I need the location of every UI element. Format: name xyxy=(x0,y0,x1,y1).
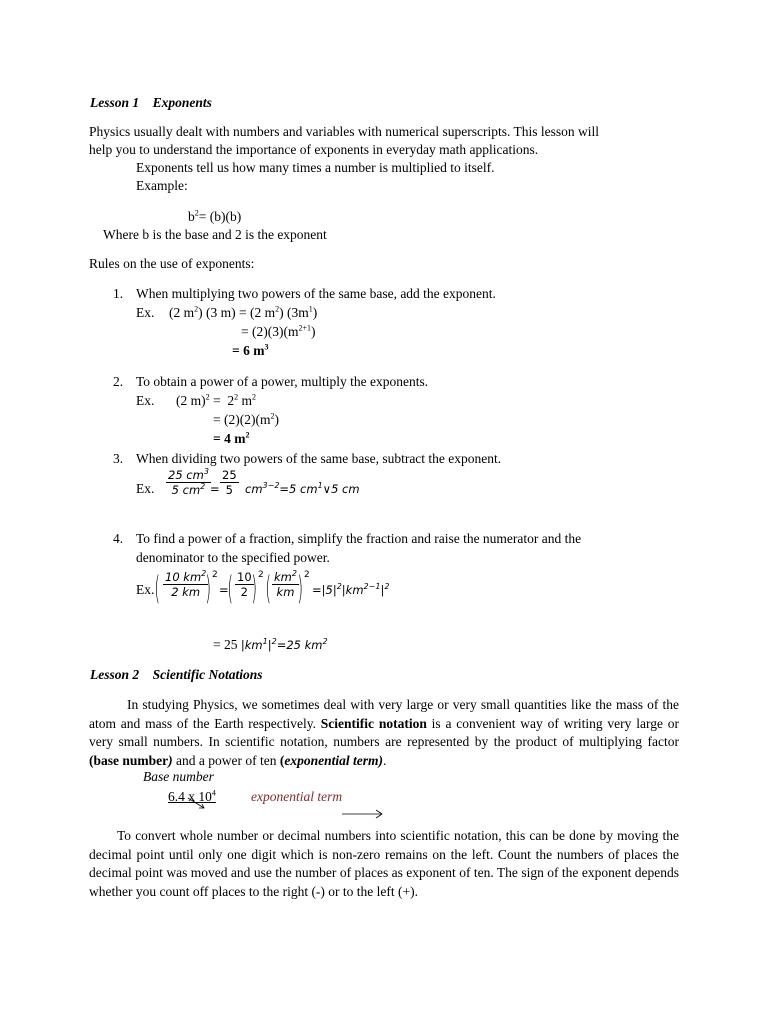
example-label: Example: xyxy=(136,178,188,193)
rule-4-power-3: 2 xyxy=(304,570,310,580)
rule-4-power-1: 2 xyxy=(212,570,218,580)
rule-2-ex-label: Ex. xyxy=(136,393,155,408)
rule-3-equals: = xyxy=(210,482,220,496)
rule-4-fraction-2: $\frac{10}{2}$ xyxy=(237,570,252,599)
base-number-label: Base number xyxy=(143,769,214,784)
rule-1-text: When multiplying two powers of the same base, add the exponent. xyxy=(136,286,496,301)
rule-3-fraction-2: $\frac{25}{5}$ xyxy=(222,468,237,497)
rule-4-text: To find a power of a fraction, simplify the fraction and raise the numerator and the xyxy=(136,531,582,546)
scientific-number: 6.4 x $10^4$ xyxy=(168,788,216,804)
exponential-arrow-icon xyxy=(340,808,386,820)
rule-3-text: When dividing two powers of the same base, subtract the exponent. xyxy=(136,451,502,466)
example-equation: $b^2= (b)(b)$ xyxy=(188,208,242,224)
rule-3-fraction-1: $\frac{25 cm^3}{5 cm^2}$ xyxy=(168,467,209,497)
lesson2-paragraph-1: In studying Physics, we sometimes deal with very large or very small quantities like the mass of the atom and mass of the Earth respectively. Scientific notation is a convenient way of writing very large or very small numbers. In scientific notation, numbers are represented by the product of multiplying factor (base number) and a power of ten (exponential term). xyxy=(89,697,679,768)
rule-4-equals-1: = xyxy=(219,583,229,597)
rule-4-fraction-3: $\frac{km^2}{km}$ xyxy=(274,569,297,599)
rule-2-text: To obtain a power of a power, multiply the exponents. xyxy=(136,374,429,389)
intro-line-1: Physics usually dealt with numbers and variables with numerical superscripts. This lesson will xyxy=(89,124,600,139)
rule-3-result: $cm^{3-2}=5$ $cm^1\vee 5$ cm xyxy=(245,481,360,496)
rule-2-result: = 4 $m^2$ xyxy=(213,430,250,446)
rule-4-paren-close-1: ) xyxy=(205,569,212,607)
rule-4-ex-label: Ex. xyxy=(136,582,155,597)
intro-line-2: help you to understand the importance of exponents in everyday math applications. xyxy=(89,142,539,157)
rule-4-paren-open-3: ( xyxy=(265,569,272,607)
rule-4-number: 4. xyxy=(113,531,124,546)
exponential-term-label: exponential term xyxy=(251,789,343,804)
lesson2-paragraph-2: To convert whole number or decimal numbers into scientific notation, this can be done by moving the decimal point until only one digit which is non-zero remains on the left. Count the numbers of places the decimal point was moved and use the number of places as exponent of ten. The sign of the exponent depends whether you count off places to the right (-) or to the left (+). xyxy=(89,828,679,899)
exponent-definition: Exponents tell us how many times a number is multiplied to itself. xyxy=(136,160,495,175)
lesson2-heading: Lesson 2 Scientific Notations xyxy=(90,667,263,682)
rule-2-line-2: = $(2)(2)(m^2)$ xyxy=(213,411,279,427)
lesson1-heading: Lesson 1 Exponents xyxy=(90,95,212,110)
rule-4-paren-open-1: ( xyxy=(154,569,161,607)
rule-4-text-line-2: denominator to the specified power. xyxy=(136,550,330,565)
rule-3-ex-label: Ex. xyxy=(136,481,155,496)
rule-4-power-2: 2 xyxy=(258,570,264,580)
rule-4-paren-close-3: ) xyxy=(297,569,304,607)
rule-4-fraction-1: $\frac{10 km^2}{2 km}$ xyxy=(165,569,207,599)
rule-4-result-2: = 25 $|km^1|^2=25$ $km^2$ xyxy=(213,637,328,652)
rules-heading: Rules on the use of exponents: xyxy=(89,256,255,271)
rule-2-line-1: (2 $m)^2 = 2^2$ $m^2$ xyxy=(176,392,257,408)
rule-4-result-1: $=|5|^2|km^{2-1}|^2$ xyxy=(312,582,390,597)
rule-1-number: 1. xyxy=(113,286,124,301)
rule-1-line-1: (2 $m^2$) (3 m) = (2 $m^2$) $(3m^1)$ xyxy=(169,304,318,320)
where-line: Where b is the base and 2 is the exponent xyxy=(103,227,327,242)
rule-4-paren-open-2: ( xyxy=(227,569,234,607)
rule-3-number: 3. xyxy=(113,451,124,466)
rule-1-result: = 6 $m^3$ xyxy=(232,342,269,358)
rule-1-line-2: = $(2)(3)(m^{2+1})$ xyxy=(241,323,316,339)
rule-2-number: 2. xyxy=(113,374,124,389)
base-arrow-icon xyxy=(186,796,210,812)
rule-4-paren-close-2: ) xyxy=(251,569,258,607)
rule-1-ex-label: Ex. xyxy=(136,305,155,320)
